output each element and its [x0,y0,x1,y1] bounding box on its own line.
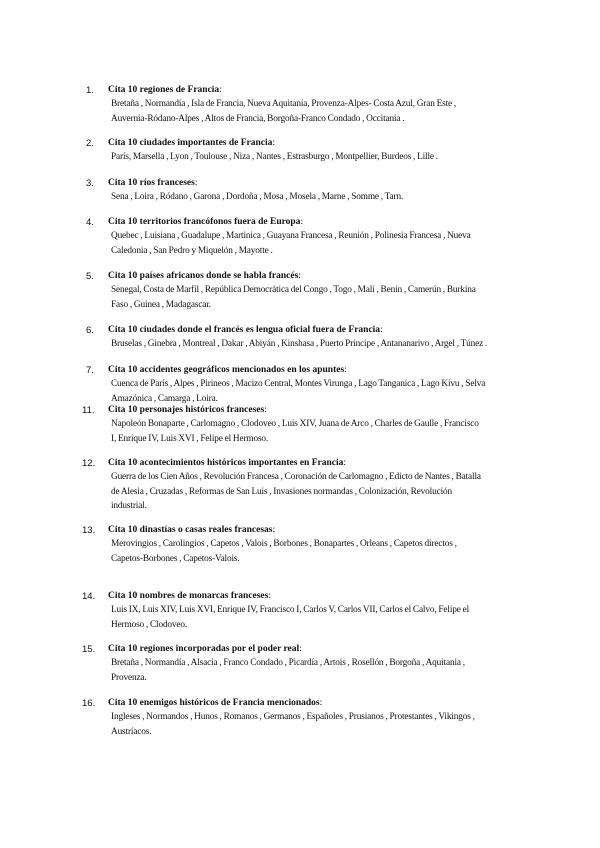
item-number: 12. [82,458,96,469]
question-title: Cita 10 nombres de monarcas franceses: [108,591,271,601]
question-1 [86,84,526,126]
answer-text [111,537,526,566]
answer-line: I, Enrique IV, Luis XVI , Felipe el Hermoso. [111,433,269,444]
answer-line: Sena , Loira , Ródano , Garona , Dordoña , Mosa , Mosela , Marne , Somme , Tarn. [111,192,404,202]
answer-line: Caledonia , San Pedro y Miquelón , Mayotte . [111,245,273,256]
answer-text [111,337,526,352]
answer-text [111,190,526,205]
item-number: 5. [86,271,94,282]
item-number: 6. [86,325,94,336]
answer-line: Amazónica , Camarga , Loira. [111,393,218,404]
question-15 [82,643,526,685]
answer-line: Guerra de los Cien Años , Revolución Francesa , Coronación de Carlomagno , Edicto de Nantes , Batalla [111,472,481,482]
answer-line: de Alesia , Cruzadas , Reformas de San Luis , Invasiones normandas , Colonización, Revolución [111,486,452,497]
question-4 [86,216,526,258]
answer-line: Provenza. [111,672,147,683]
answer-line: París, Marsella , Lyon , Toulouse , Niza , Nantes , Estrasburgo , Montpellier, Burdeos , Lille . [111,152,438,162]
question-title: Cita 10 enemigos históricos de Francia mencionados: [108,698,323,708]
answer-line: Austríacos. [111,726,152,737]
answer-line: Merovingios , Carolingios , Capetos , Valois , Borbones , Bonapartes , Orleans , Capetos directos , [111,539,457,549]
question-12 [82,457,526,514]
question-title: Cita 10 personajes históricos franceses: [108,405,267,415]
question-title: Cita 10 acontecimientos históricos importantes en Francia: [108,458,346,468]
answer-text [111,656,526,685]
answer-text [111,150,526,165]
question-5 [86,270,526,312]
answer-line: Ingleses , Normandos , Hunos , Romanos , Germanos , Españoles , Prusianos , Protestantes , Vikingos , [111,712,475,722]
answer-line: Cuenca de París , Alpes , Pirineos , Macizo Central, Montes Virunga , Lago Tanganica , Lago Kivu , Selva [111,379,486,389]
question-14 [82,590,526,632]
answer-text [111,710,526,739]
answer-text [111,603,526,632]
question-11 [82,404,526,446]
answer-text [111,283,526,312]
answer-line: Hermoso , Clodoveo. [111,619,188,630]
item-number: 15. [82,644,96,655]
answer-line: Auvernia-Ródano-Alpes , Altos de Francia, Borgoña-Franco Condado , Occitania . [111,113,405,124]
question-title: Cita 10 ciudades importantes de Francia: [108,138,276,148]
question-title: Cita 10 países africanos donde se habla francés: [108,271,301,281]
question-16 [82,697,526,739]
answer-line: Faso , Guinea , Madagascar. [111,299,211,310]
answer-line: Senegal, Costa de Marfil , República Democrática del Congo , Togo , Malí , Benín , Camerún , Burkina [111,285,476,295]
question-title: Cita 10 regiones de Francia: [108,85,222,95]
item-number: 7. [86,365,94,376]
item-number: 13. [82,525,96,536]
item-number: 16. [82,698,96,709]
item-number: 11. [82,405,95,416]
answer-text [111,417,526,446]
answer-line: Capetos-Borbones , Capetos-Valois. [111,553,240,564]
answer-text [111,97,526,126]
item-number: 4. [86,217,94,228]
answer-text [111,229,526,258]
item-number: 14. [82,591,96,602]
question-7 [86,364,526,406]
answer-text [111,377,526,406]
question-title: Cita 10 accidentes geográficos mencionados en los apuntes: [108,365,347,375]
answer-line: Bretaña , Normandía , Isla de Francia, Nueva Aquitania, Provenza-Alpes- Costa Azul, Gran Este , [111,99,457,109]
question-13 [82,524,526,566]
question-6 [86,324,526,352]
question-3 [86,177,526,205]
item-number: 1. [86,85,94,96]
answer-line: Bruselas , Ginebra , Montreal , Dakar , Abiyán , Kinshasa , Puerto Príncipe , Antananarivo , Argel , Túnez . [111,339,488,349]
answer-line: Luis IX, Luis XIV, Luis XVI, Enrique IV, Francisco I, Carlos V, Carlos VII, Carlos el Calvo, Felipe el [111,605,470,615]
answer-line: Quebec , Luisiana , Guadalupe , Martinica , Guayana Francesa , Reunión , Polinesia Francesa , Nueva [111,231,471,241]
question-2 [86,137,526,165]
answer-text [111,470,526,514]
item-number: 3. [86,178,94,189]
question-title: Cita 10 regiones incorporadas por el poder real: [108,644,302,654]
item-number: 2. [86,138,94,149]
answer-line: industrial. [111,501,147,511]
question-title: Cita 10 territorios francófonos fuera de Europa: [108,217,304,227]
answer-line: Bretaña , Normandía , Alsacia , Franco Condado , Picardía , Artois , Rosellón , Borgoña , Aquitania , [111,658,465,668]
answer-line: Napoleón Bonaparte , Carlomagno , Clodoveo , Luis XIV, Juana de Arco , Charles de Gaulle , Francisco [111,419,479,429]
question-title: Cita 10 dinastías o casas reales francesas: [108,525,276,535]
question-title: Cita 10 ríos franceses: [108,178,198,188]
question-title: Cita 10 ciudades donde el francés es lengua oficial fuera de Francia: [108,325,383,335]
